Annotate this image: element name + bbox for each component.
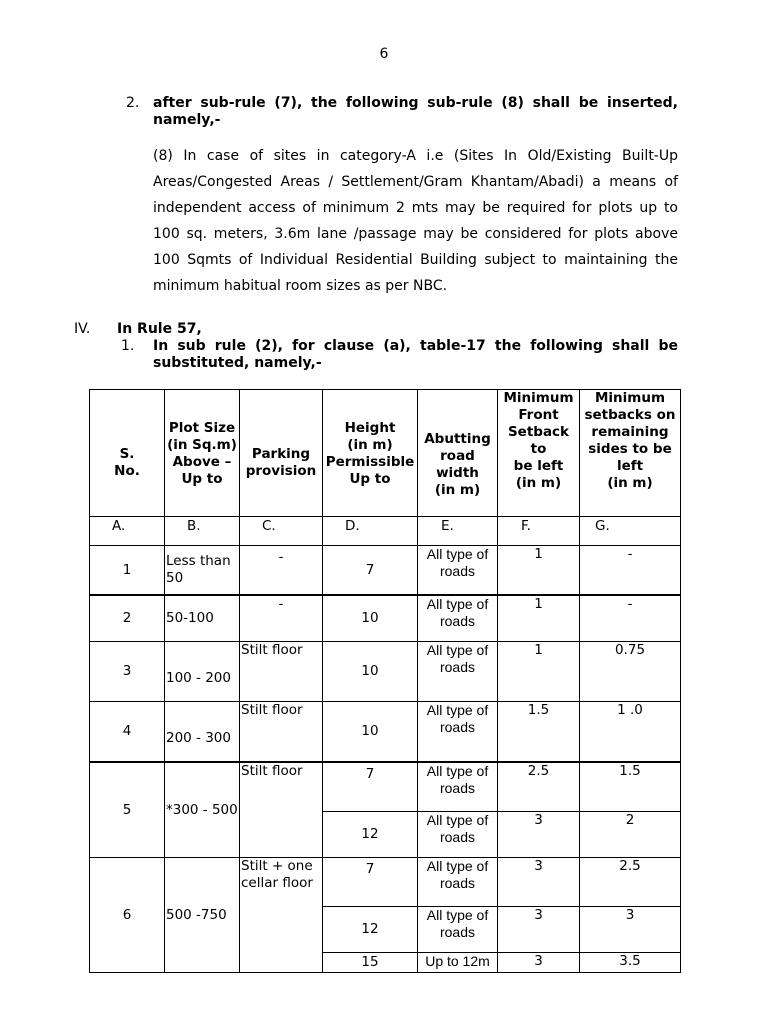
cell-front-setback: 1 — [498, 546, 580, 596]
cell-height: 7 — [323, 762, 418, 812]
page-number: 6 — [379, 46, 389, 62]
cell-height: 7 — [323, 858, 418, 907]
item-number: 2. — [126, 95, 140, 111]
setback-table — [89, 389, 681, 973]
cell-road-width: All type of roads — [418, 858, 498, 907]
cell-side-setbacks: 3.5 — [580, 953, 681, 973]
cell-plot-size: 50-100 — [165, 595, 240, 642]
cell-front-setback: 1.5 — [498, 702, 580, 763]
table-row — [90, 595, 681, 642]
cell-sno: 6 — [90, 858, 165, 973]
sub-item-heading-line1: In sub rule (2), for clause (a), table-17 the following shall be — [153, 338, 678, 354]
cell-side-setbacks: 0.75 — [580, 642, 681, 702]
cell-road-width: All type of roads — [418, 762, 498, 812]
letter-c: C. — [240, 517, 323, 546]
header-sno: S. No. — [90, 390, 165, 517]
sub-rule-8-paragraph: (8) In case of sites in category-A i.e (Sites In Old/Existing Built-Up Areas/Congested Areas / Settlement/Gram Khantam/Abadi) a means of independent access of minimum 2 mts may be required for plots up to 100 sq. meters, 3.6m lane /passage may be considered for plots above 100 Sqmts of Individual Residential Building subject to maintaining the minimum habitual room sizes as per NBC. — [153, 148, 678, 294]
letter-g: G. — [580, 517, 681, 546]
header-road-width: Abutting road width (in m) — [418, 390, 498, 517]
cell-front-setback: 3 — [498, 953, 580, 973]
cell-sno: 1 — [90, 546, 165, 596]
cell-front-setback: 3 — [498, 812, 580, 858]
table-row — [90, 858, 681, 907]
cell-road-width: All type of roads — [418, 907, 498, 953]
cell-side-setbacks: 2 — [580, 812, 681, 858]
header-plot-size: Plot Size (in Sq.m) Above – Up to — [165, 390, 240, 517]
cell-parking: - — [240, 546, 323, 596]
cell-height: 12 — [323, 907, 418, 953]
cell-road-width: All type of roads — [418, 546, 498, 596]
table-header-row — [90, 390, 681, 517]
cell-side-setbacks: - — [580, 595, 681, 642]
cell-height: 10 — [323, 642, 418, 702]
cell-plot-size: 500 -750 — [165, 858, 240, 973]
cell-side-setbacks: - — [580, 546, 681, 596]
cell-side-setbacks: 1 .0 — [580, 702, 681, 763]
section-numeral: IV. — [74, 321, 91, 337]
cell-side-setbacks: 3 — [580, 907, 681, 953]
cell-height: 15 — [323, 953, 418, 973]
cell-front-setback: 2.5 — [498, 762, 580, 812]
cell-front-setback: 1 — [498, 642, 580, 702]
cell-road-width: All type of roads — [418, 595, 498, 642]
letter-f: F. — [498, 517, 580, 546]
section-heading: In Rule 57, — [117, 321, 202, 337]
cell-parking: Stilt floor — [240, 762, 323, 858]
cell-height: 12 — [323, 812, 418, 858]
sub-item-number: 1. — [121, 338, 135, 354]
cell-road-width: All type of roads — [418, 642, 498, 702]
cell-height: 10 — [323, 702, 418, 763]
table-letter-row — [90, 517, 681, 546]
header-height: Height (in m) Permissible Up to — [323, 390, 418, 517]
cell-road-width: Up to 12m — [418, 953, 498, 973]
table-row — [90, 762, 681, 812]
cell-parking: - — [240, 595, 323, 642]
table-row — [90, 642, 681, 702]
cell-front-setback: 3 — [498, 858, 580, 907]
header-front-setback: Minimum Front Setback to be left (in m) — [498, 390, 580, 517]
cell-sno: 4 — [90, 702, 165, 763]
cell-parking: Stilt + one cellar floor — [240, 858, 323, 973]
table-row — [90, 546, 681, 596]
cell-side-setbacks: 2.5 — [580, 858, 681, 907]
letter-d: D. — [323, 517, 418, 546]
cell-height: 7 — [323, 546, 418, 596]
cell-height: 10 — [323, 595, 418, 642]
item-heading-line2: namely,- — [153, 112, 221, 128]
cell-road-width: All type of roads — [418, 702, 498, 763]
letter-b: B. — [165, 517, 240, 546]
cell-plot-size: 100 - 200 — [165, 642, 240, 702]
cell-sno: 5 — [90, 762, 165, 858]
letter-e: E. — [418, 517, 498, 546]
item-heading-line1: after sub-rule (7), the following sub-rule (8) shall be inserted, — [153, 95, 678, 111]
header-side-setbacks: Minimum setbacks on remaining sides to be left (in m) — [580, 390, 681, 517]
letter-a: A. — [90, 517, 165, 546]
cell-parking: Stilt floor — [240, 642, 323, 702]
cell-plot-size: *300 - 500 — [165, 762, 240, 858]
cell-plot-size: 200 - 300 — [165, 702, 240, 763]
header-parking: Parking provision — [240, 390, 323, 517]
cell-side-setbacks: 1.5 — [580, 762, 681, 812]
cell-road-width: All type of roads — [418, 812, 498, 858]
cell-sno: 2 — [90, 595, 165, 642]
cell-front-setback: 1 — [498, 595, 580, 642]
cell-sno: 3 — [90, 642, 165, 702]
sub-item-heading-line2: substituted, namely,- — [153, 355, 322, 371]
cell-plot-size: Less than 50 — [165, 546, 240, 596]
table-row — [90, 702, 681, 763]
cell-parking: Stilt floor — [240, 702, 323, 763]
cell-front-setback: 3 — [498, 907, 580, 953]
